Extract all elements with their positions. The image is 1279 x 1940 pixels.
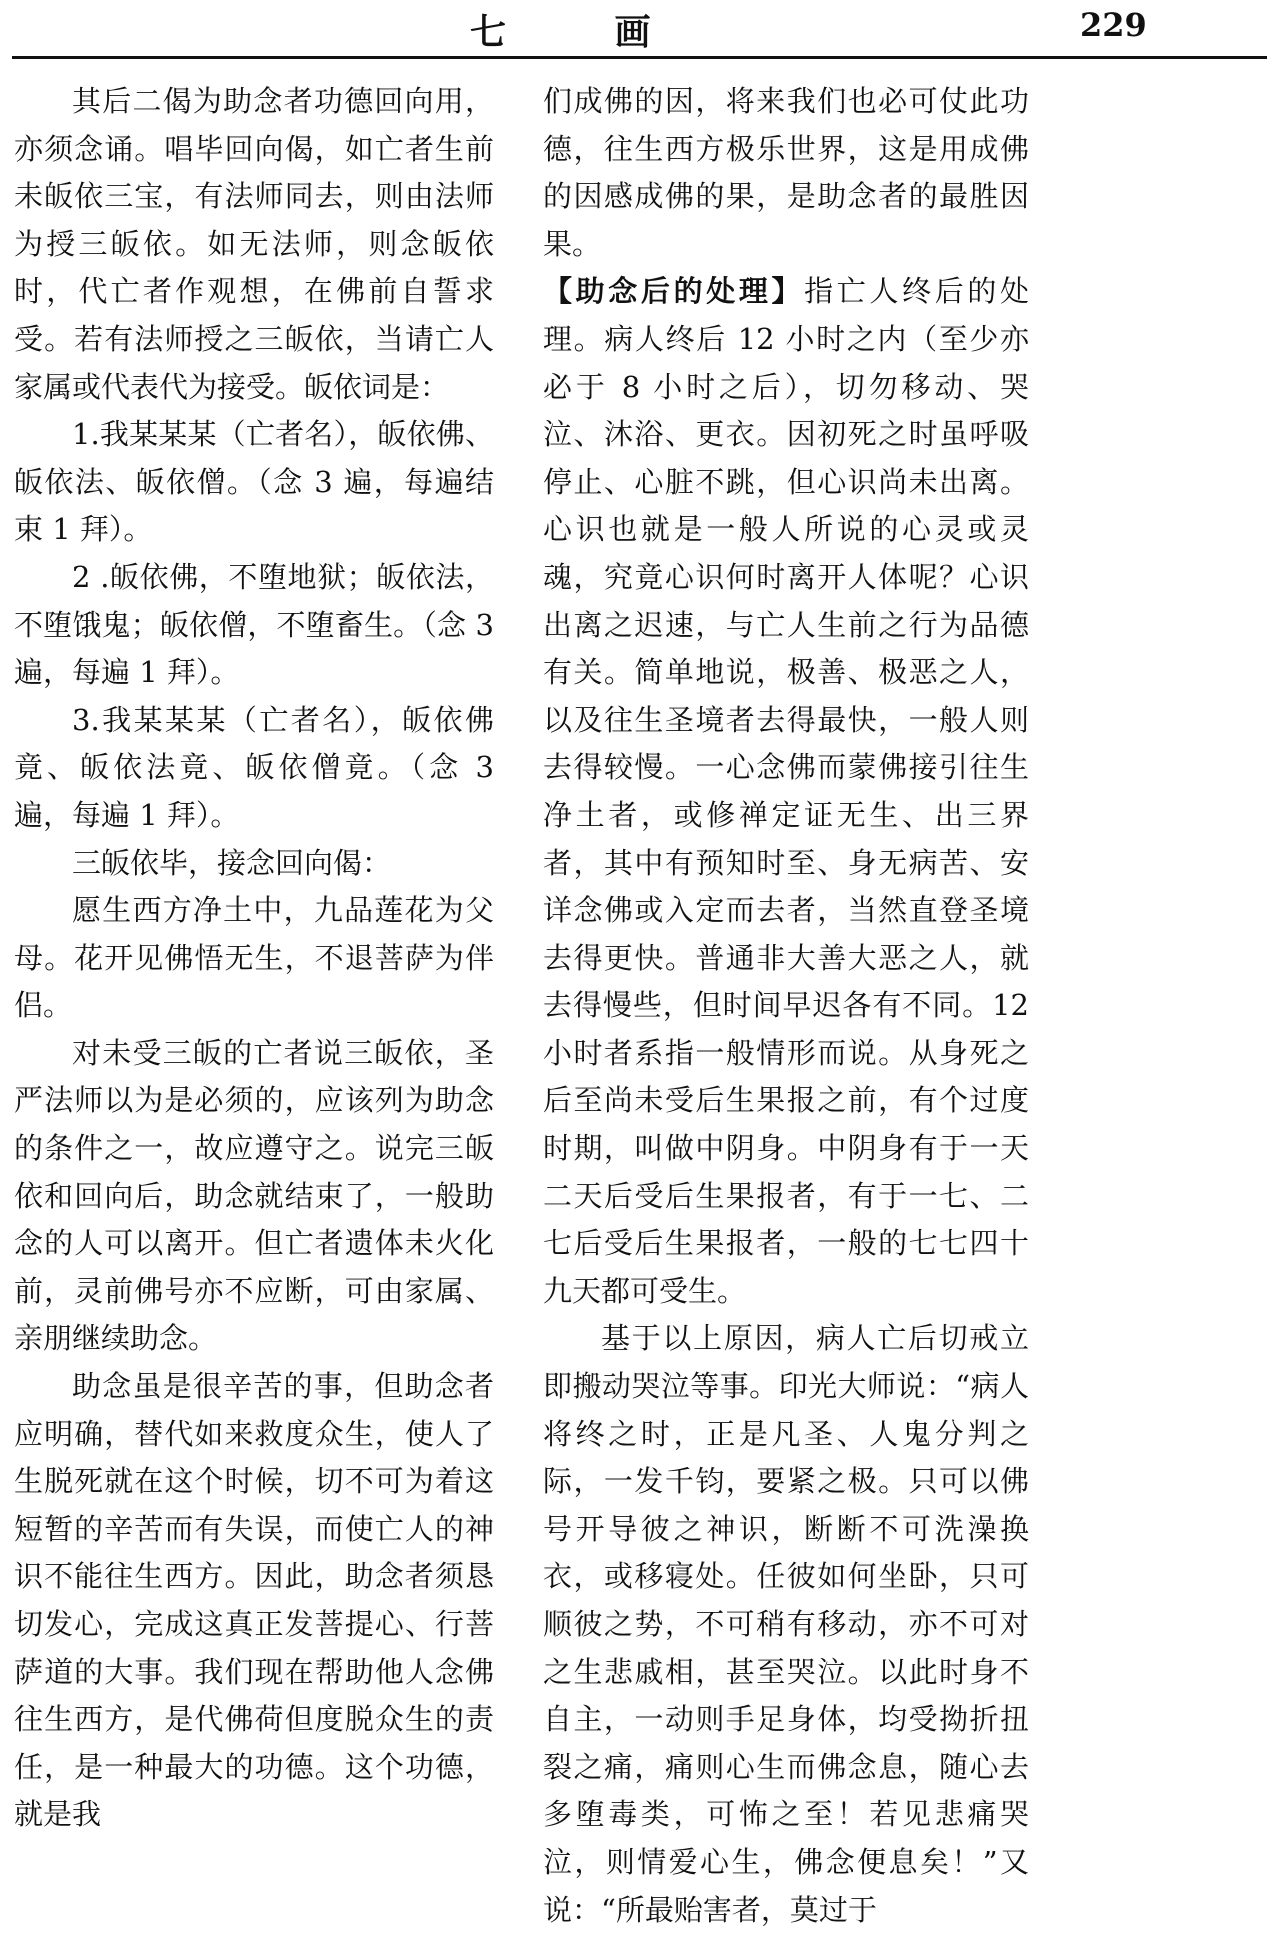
paragraph: 三皈依毕，接念回向偈： (72, 845, 392, 880)
page-header (0, 0, 1279, 70)
paragraph: 助念虽是很辛苦的事，但助念者应明确，替代如来救度众生，使人了生脱死就在这个时候，切不可为着这短暂的辛苦而有失误，而使亡人的神识不能往生西方。因此，助念者须恳切发心，完成这真正发菩提心、行菩萨道的大事。我们现在帮助他人念佛往生西方，是代佛荷但度脱众生的责任，是一种最大的功德。这个功德，就是我 (14, 1369, 494, 1832)
chapter-title: 七 画 (470, 11, 699, 53)
paragraph: 1.我某某某（亡者名），皈依佛、皈依法、皈依僧。（念 3 遍，每遍结束 1 拜）。 (14, 417, 494, 547)
paragraph: 3.我某某某（亡者名），皈依佛竟、皈依法竟、皈依僧竟。（念 3 遍，每遍 1 拜）。 (14, 702, 494, 832)
entry-text: 指亡人终后的处理。病人终后 12 小时之内（至少亦必于 8 小时之后），切勿移动、哭泣、沐浴、更衣。因初死之时虽呼吸停止、心脏不跳，但心识尚未出离。心识也就是一般人所说的心灵或灵魂，究竟心识何时离开人体呢？心识出离之迟速，与亡人生前之行为品德有关。简单地说，极善、极恶之人，以及往生圣境者去得最快，一般人则去得较慢。一心念佛而蒙佛接引往生净土者，或修禅定证无生、出三界者，其中有预知时至、身无病苦、安详念佛或入定而去者，当然直登圣境去得更快。普通非大善大恶之人，就去得慢些，但时间早迟各有不同。12 小时者系指一般情形而说。从身死之后至尚未受后生果报之前，有个过度时期，叫做中阴身。中阴身有于一天二天后受后生果报者，有于一七、二七后受后生果报者，一般的七七四十九天都可受生。 (543, 274, 1029, 1308)
paragraph: 2 .皈依佛，不堕地狱；皈依法，不堕饿鬼；皈依僧，不堕畜生。（念 3 遍，每遍 1 拜）。 (14, 559, 494, 690)
paragraph: 其后二偈为助念者功德回向用，亦须念诵。唱毕回向偈，如亡者生前未皈依三宝，有法师同去，则由法师为授三皈依。如无法师，则念皈依时，代亡者作观想，在佛前自誓求受。若有法师授之三皈依，当请亡人家属或代表代为接受。皈依词是： (14, 84, 494, 404)
page-number: 229 (1080, 6, 1147, 44)
paragraph: 们成佛的因，将来我们也必可仗此功德，往生西方极乐世界，这是用成佛的因感成佛的果，是助念者的最胜因果。 (543, 84, 1029, 261)
paragraph: 对未受三皈的亡者说三皈依，圣严法师以为是必须的，应该列为助念的条件之一，故应遵守之。说完三皈依和回向后，助念就结束了，一般助念的人可以离开。但亡者遗体未火化前，灵前佛号亦不应断，可由家属、亲朋继续助念。 (14, 1035, 494, 1356)
left-column (14, 78, 494, 1839)
header-rule (12, 56, 1267, 59)
entry-paragraph (543, 268, 1029, 1315)
entry-heading: 【助念后的处理】 (543, 274, 805, 309)
paragraph: 愿生西方净土中，九品莲花为父母。花开见佛悟无生，不退菩萨为伴侣。 (14, 893, 494, 1023)
paragraph: 基于以上原因，病人亡后切戒立即搬动哭泣等事。印光大师说：“病人将终之时，正是凡圣、人鬼分判之际，一发千钧，要紧之极。只可以佛号开导彼之神识，断断不可洗澡换衣，或移寝处。任彼如何坐卧，只可顺彼之势，不可稍有移动，亦不可对之生悲戚相，甚至哭泣。以此时身不自主，一动则手足身体，均受拗折扭裂之痛，痛则心生而佛念息，随心去多堕毒类，可怖之至！若见悲痛哭泣，则情爱心生，佛念便息矣！”又说：“所最贻害者，莫过于 (543, 1321, 1029, 1927)
right-column (543, 78, 1029, 1934)
